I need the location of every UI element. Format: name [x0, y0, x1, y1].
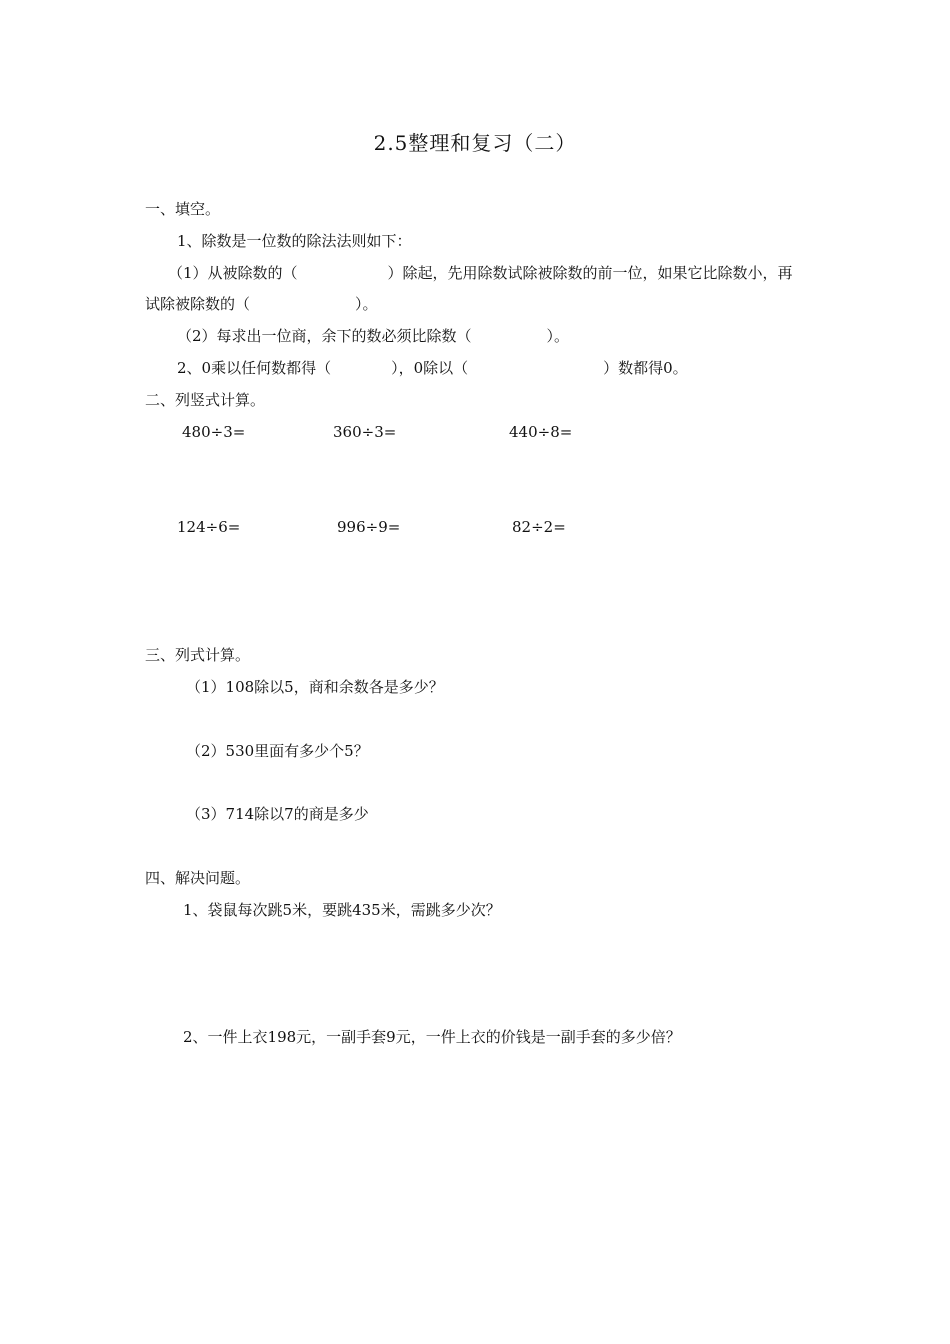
- calc-item: 82÷2=: [512, 518, 566, 536]
- section3-heading: 三、列式计算。: [145, 646, 251, 664]
- calc-item: 996÷9=: [337, 518, 401, 536]
- page-title: 2.5整理和复习（二）: [373, 131, 577, 155]
- section1-question-1: 1、除数是一位数的除法法则如下：: [177, 232, 412, 250]
- section2-heading: 二、列竖式计算。: [145, 391, 266, 409]
- section1-heading: 一、填空。: [145, 200, 221, 218]
- section4-item-2: 2、一件上衣198元，一副手套9元，一件上衣的价钱是一副手套的多少倍？: [183, 1028, 681, 1046]
- section1-question-1-part1-line1: （1）从被除数的（ ）除起，先用除数试除被除数的前一位，如果它比除数小，再: [168, 264, 793, 282]
- section4-item-1: 1、袋鼠每次跳5米，要跳435米，需跳多少次？: [183, 901, 501, 919]
- calc-item: 360÷3=: [333, 423, 397, 441]
- section3-item-1: （1）108除以5，商和余数各是多少？: [186, 678, 444, 696]
- calc-item: 440÷8=: [509, 423, 573, 441]
- section3-item-2: （2）530里面有多少个5？: [186, 742, 369, 760]
- section1-question-1-part1-line2: 试除被除数的（ ）。: [145, 295, 378, 313]
- calc-item: 480÷3=: [182, 423, 246, 441]
- section1-question-1-part2: （2）每求出一位商，余下的数必须比除数（ ）。: [177, 327, 570, 345]
- section1-question-2: 2、0乘以任何数都得（ ），0除以（ ）数都得0。: [177, 359, 688, 377]
- section4-heading: 四、解决问题。: [145, 869, 251, 887]
- calc-item: 124÷6=: [177, 518, 241, 536]
- section3-item-3: （3）714除以7的商是多少: [186, 805, 369, 823]
